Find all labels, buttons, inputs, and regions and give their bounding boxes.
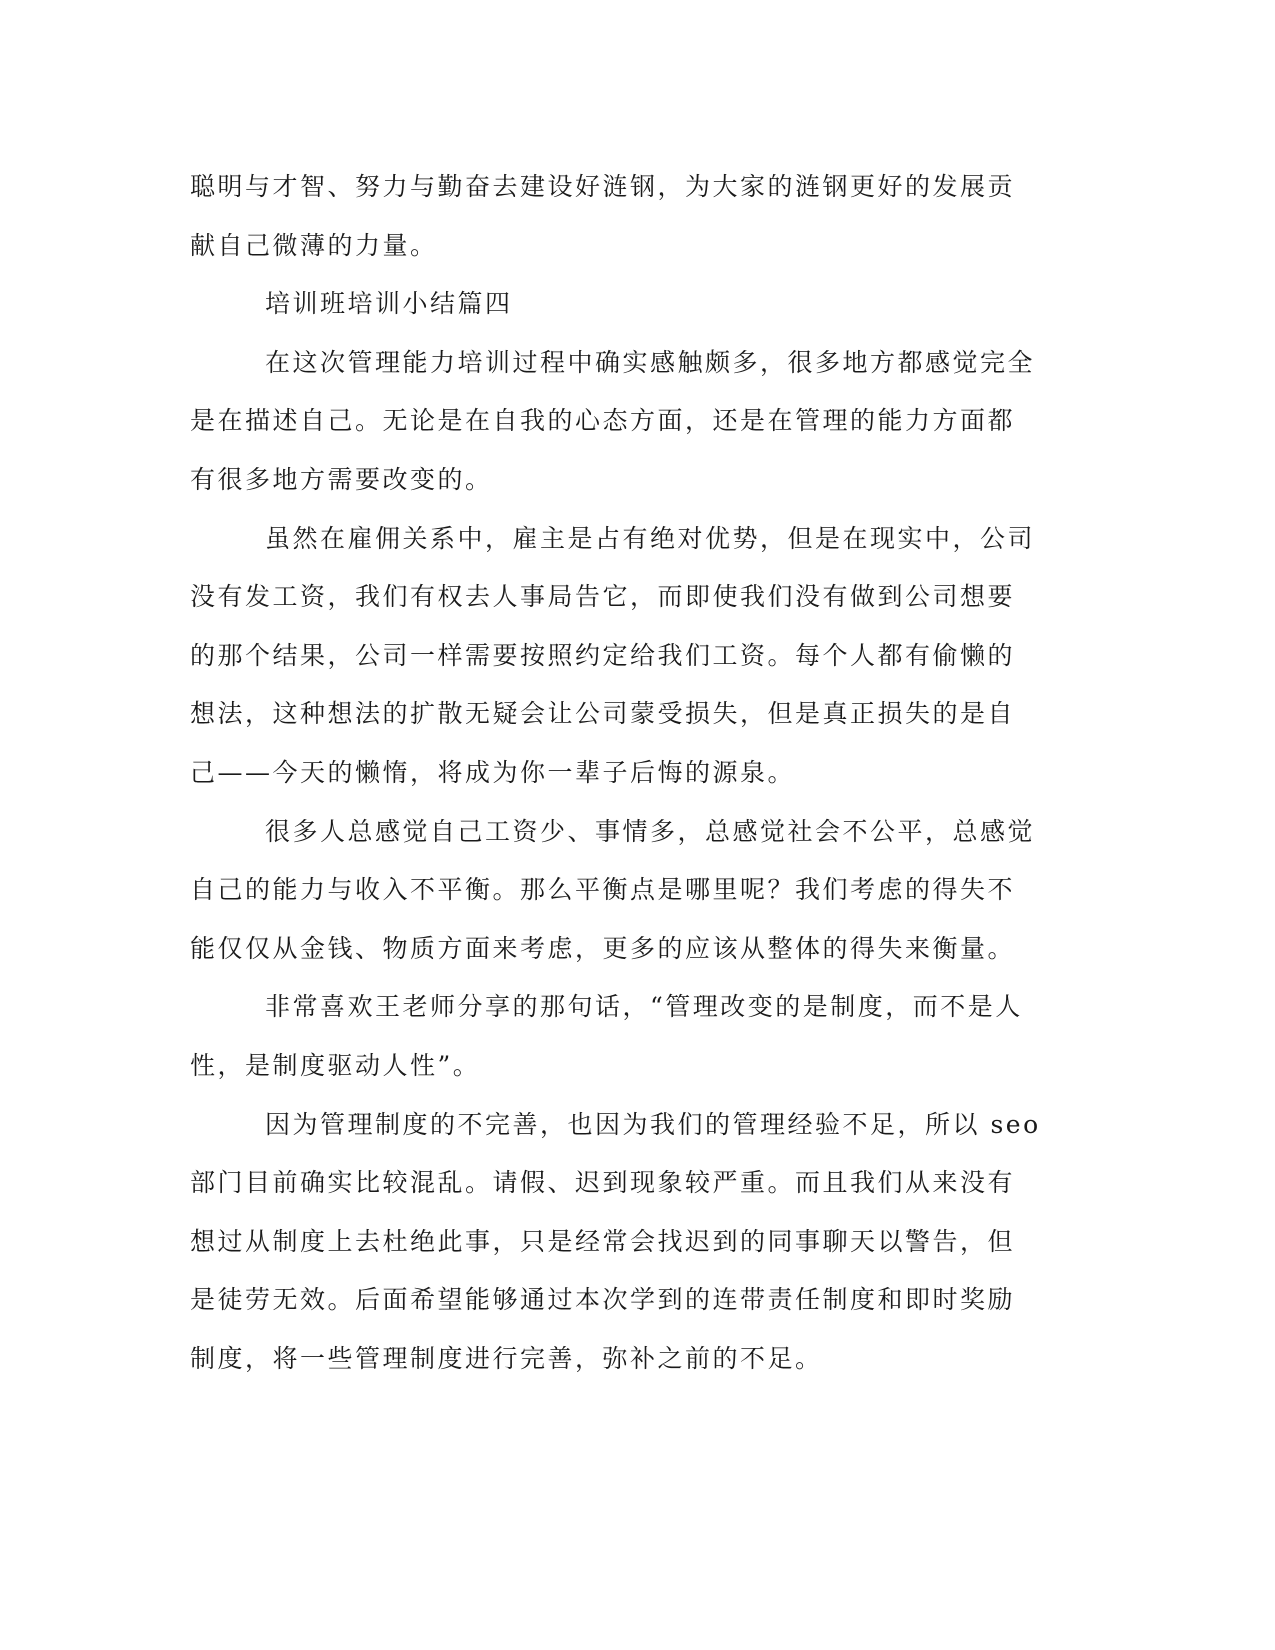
text-line: 献自己微薄的力量。 <box>190 230 438 260</box>
text-line: 有很多地方需要改变的。 <box>190 464 493 494</box>
text-line: 聪明与才智、努力与勤奋去建设好涟钢，为大家的涟钢更好的发展贡 <box>190 172 1016 201</box>
paragraph-start: 非常喜欢王老师分享的那句话，“管理改变的是制度，而不是人 <box>265 992 1023 1022</box>
paragraph-start: 因为管理制度的不完善，也因为我们的管理经验不足，所以 seo <box>265 1109 1041 1139</box>
text-line: 能仅仅从金钱、物质方面来考虑，更多的应该从整体的得失来衡量。 <box>190 933 1016 963</box>
text-line: 性，是制度驱动人性”。 <box>190 1050 481 1080</box>
text-line: 自己的能力与收入不平衡。那么平衡点是哪里呢？我们考虑的得失不 <box>190 875 1016 905</box>
text-line: 的那个结果，公司一样需要按照约定给我们工资。每个人都有偷懒的 <box>190 640 1016 670</box>
paragraph-start: 虽然在雇佣关系中，雇主是占有绝对优势，但是在现实中，公司 <box>265 523 1036 553</box>
section-heading: 培训班培训小结篇四 <box>265 289 513 319</box>
paragraph-start: 很多人总感觉自己工资少、事情多，总感觉社会不公平，总感觉 <box>265 816 1036 846</box>
paragraph-start: 在这次管理能力培训过程中确实感触颇多，很多地方都感觉完全 <box>265 347 1036 377</box>
text-line: 想过从制度上去杜绝此事，只是经常会找迟到的同事聊天以警告，但 <box>190 1226 1016 1256</box>
text-line: 是徒劳无效。后面希望能够通过本次学到的连带责任制度和即时奖励 <box>190 1285 1016 1315</box>
text-line: 部门目前确实比较混乱。请假、迟到现象较严重。而且我们从来没有 <box>190 1168 1016 1198</box>
document-body <box>190 158 1080 1388</box>
text-line: 制度，将一些管理制度进行完善，弥补之前的不足。 <box>190 1343 823 1373</box>
text-line: 己——今天的懒惰，将成为你一辈子后悔的源泉。 <box>190 757 796 787</box>
text-line: 想法，这种想法的扩散无疑会让公司蒙受损失，但是真正损失的是自 <box>190 699 1016 729</box>
text-line: 没有发工资，我们有权去人事局告它，而即使我们没有做到公司想要 <box>190 582 1016 612</box>
text-line: 是在描述自己。无论是在自我的心态方面，还是在管理的能力方面都 <box>190 406 1016 436</box>
